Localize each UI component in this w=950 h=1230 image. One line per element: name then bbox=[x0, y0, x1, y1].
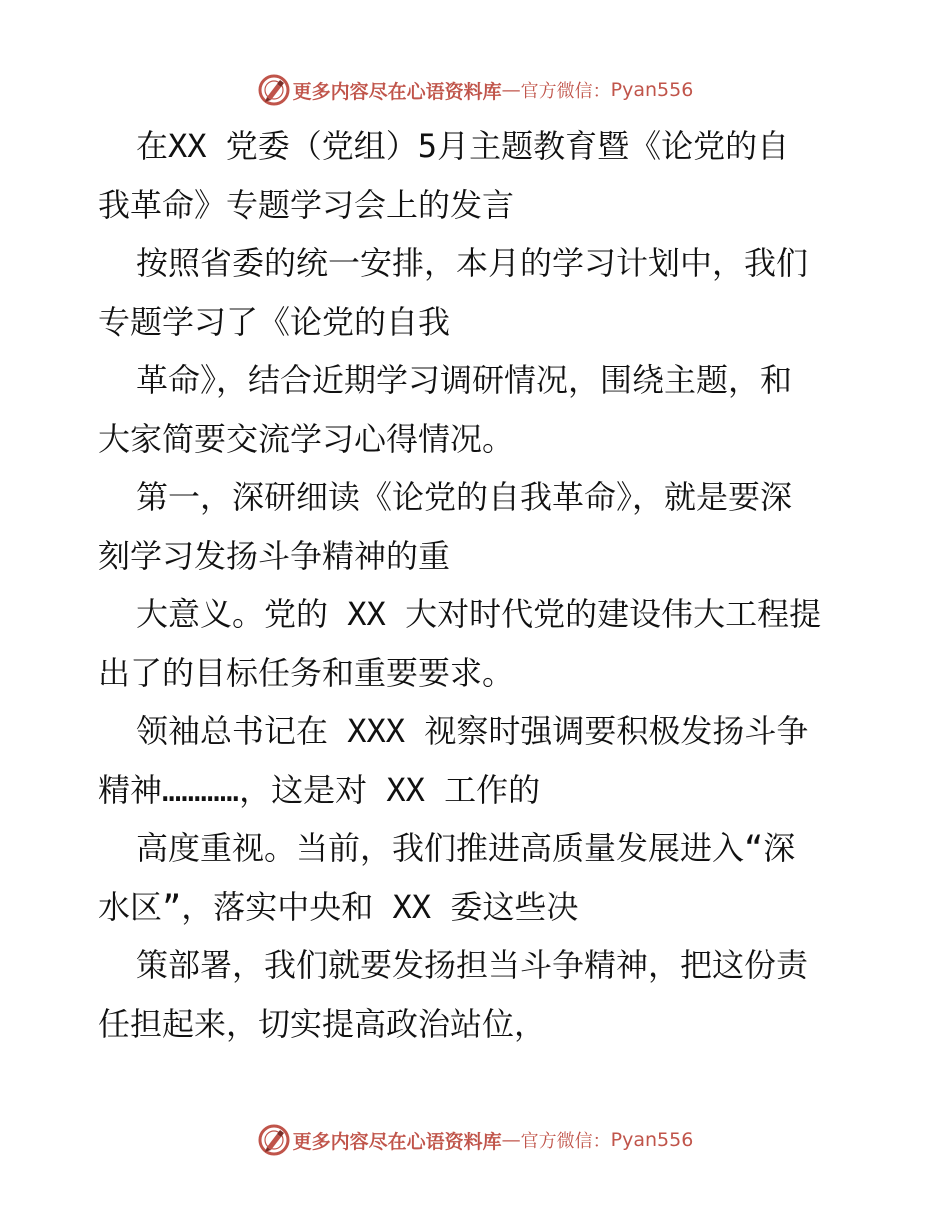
paragraph bbox=[98, 351, 858, 468]
banner-slogan: 更多内容尽在心语资料库 bbox=[292, 80, 502, 103]
paragraph bbox=[98, 702, 858, 819]
paragraph-line: 出了的目标任务和重要要求。 bbox=[98, 653, 515, 692]
paragraph-line: 大意义。党的 XX 大对时代党的建设伟大工程提 bbox=[136, 595, 822, 633]
paragraph bbox=[98, 234, 858, 351]
paragraph-line: 大家简要交流学习心得情况。 bbox=[98, 419, 515, 458]
paragraph-line: 第一，深研细读《论党的自我革命》，就是要深 bbox=[136, 478, 793, 516]
paragraph-line: 高度重视。当前，我们推进高质量发展进入“深 bbox=[136, 829, 796, 867]
banner-wechat-id: Pyan556 bbox=[610, 1129, 694, 1151]
paragraph-title bbox=[98, 117, 858, 234]
paragraph bbox=[98, 585, 858, 702]
banner-wechat-id: Pyan556 bbox=[610, 79, 694, 101]
paragraph-line: 在XX 党委（党组）5月主题教育暨《论党的自 bbox=[136, 127, 790, 165]
paragraph-line: 我革命》专题学习会上的发言 bbox=[98, 185, 515, 224]
paragraph-line: 水区”，落实中央和 XX 委这些决 bbox=[98, 887, 579, 926]
banner-wechat-label: 官方微信： bbox=[520, 81, 611, 102]
paragraph-line: 精神…………，这是对 XX 工作的 bbox=[98, 770, 541, 809]
paragraph-line: 领袖总书记在 XXX 视察时强调要积极发扬斗争 bbox=[136, 712, 809, 750]
banner-wechat-label: 官方微信： bbox=[520, 1131, 611, 1152]
document-body bbox=[98, 117, 858, 1053]
paragraph-line: 革命》，结合近期学习调研情况，围绕主题，和 bbox=[136, 361, 793, 399]
paragraph-line: 刻学习发扬斗争精神的重 bbox=[98, 536, 451, 575]
banner-slogan: 更多内容尽在心语资料库 bbox=[292, 1130, 502, 1153]
header-banner bbox=[0, 70, 950, 110]
banner-separator: — bbox=[501, 79, 521, 101]
pen-nib-logo-icon bbox=[257, 1123, 291, 1157]
footer-banner bbox=[0, 1120, 950, 1160]
paragraph-line: 按照省委的统一安排，本月的学习计划中，我们 bbox=[136, 244, 809, 282]
paragraph-line: 任担起来，切实提高政治站位， bbox=[98, 1004, 547, 1043]
paragraph bbox=[98, 936, 858, 1053]
banner-separator: — bbox=[501, 1129, 521, 1151]
paragraph-line: 策部署，我们就要发扬担当斗争精神，把这份责 bbox=[136, 946, 809, 984]
paragraph bbox=[98, 468, 858, 585]
paragraph bbox=[98, 819, 858, 936]
paragraph-line: 专题学习了《论党的自我 bbox=[98, 302, 451, 341]
pen-nib-logo-icon bbox=[257, 73, 291, 107]
